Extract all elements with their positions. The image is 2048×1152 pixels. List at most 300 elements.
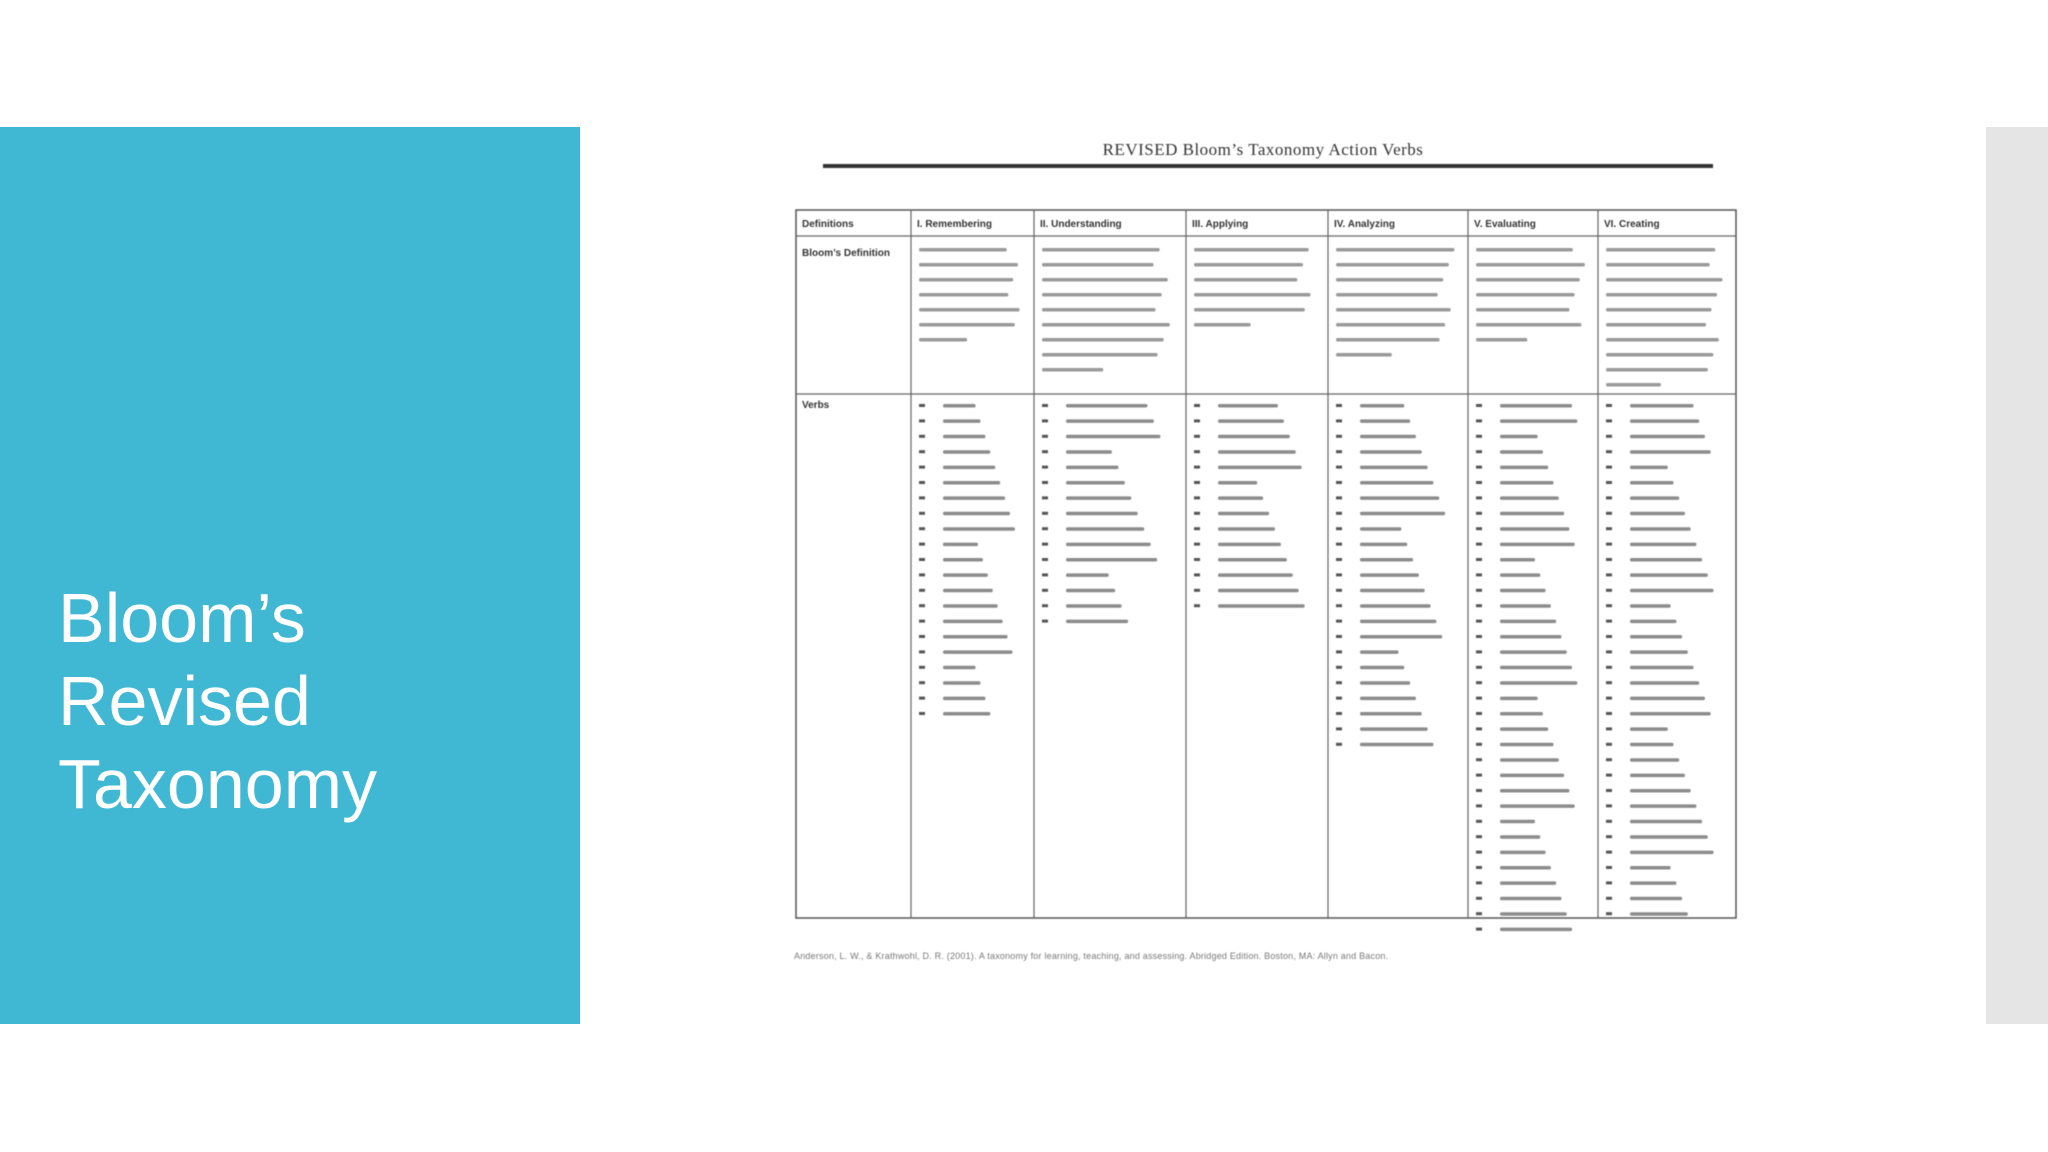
verb-entry-5-8 <box>1630 527 1691 531</box>
verb-bullet-3-4 <box>1336 466 1342 469</box>
definition-line-2-1 <box>1194 263 1303 267</box>
definition-line-5-9 <box>1606 383 1661 387</box>
verb-bullet-2-7 <box>1194 512 1200 515</box>
verb-bullet-5-2 <box>1606 435 1612 438</box>
verb-entry-3-12 <box>1360 589 1425 593</box>
verb-entry-2-8 <box>1218 527 1275 531</box>
verb-entry-4-6 <box>1500 496 1559 500</box>
verb-bullet-0-12 <box>919 589 925 592</box>
verb-bullet-2-12 <box>1194 589 1200 592</box>
verb-entry-3-22 <box>1360 743 1433 747</box>
verb-bullet-0-14 <box>919 620 925 623</box>
verb-entry-4-31 <box>1500 881 1556 885</box>
document-citation: Anderson, L. W., & Krathwohl, D. R. (2001). A taxonomy for learning, teaching, and assessing. Abridged Edition. Boston, MA: Allyn and Bacon. <box>794 951 1389 961</box>
definition-line-3-3 <box>1336 293 1438 297</box>
verb-bullet-3-13 <box>1336 604 1342 607</box>
verb-bullet-3-15 <box>1336 635 1342 638</box>
verb-bullet-4-4 <box>1476 466 1482 469</box>
verb-entry-0-6 <box>943 496 1005 500</box>
verb-entry-4-23 <box>1500 758 1559 762</box>
verb-entry-1-14 <box>1066 620 1128 624</box>
verb-entry-5-28 <box>1630 835 1708 839</box>
verb-bullet-3-14 <box>1336 620 1342 623</box>
verb-entry-5-2 <box>1630 435 1705 439</box>
verb-bullet-1-13 <box>1042 604 1048 607</box>
verb-bullet-3-10 <box>1336 558 1342 561</box>
verb-bullet-0-10 <box>919 558 925 561</box>
column-header-2: II. Understanding <box>1040 219 1122 230</box>
definition-line-3-7 <box>1336 353 1392 357</box>
verb-bullet-1-5 <box>1042 481 1048 484</box>
definition-line-4-1 <box>1476 263 1585 267</box>
verb-entry-1-7 <box>1066 512 1138 516</box>
verb-bullet-3-19 <box>1336 697 1342 700</box>
definition-line-4-6 <box>1476 338 1527 342</box>
verb-entry-5-14 <box>1630 620 1676 624</box>
verb-entry-0-13 <box>943 604 998 608</box>
verb-entry-5-29 <box>1630 851 1714 855</box>
definition-line-3-1 <box>1336 263 1449 267</box>
verb-entry-3-6 <box>1360 496 1439 500</box>
verb-entry-5-3 <box>1630 450 1711 454</box>
verb-bullet-0-13 <box>919 604 925 607</box>
verb-bullet-0-0 <box>919 404 925 407</box>
verb-entry-3-16 <box>1360 650 1399 654</box>
verb-entry-3-14 <box>1360 620 1436 624</box>
verbs-table <box>788 132 1738 972</box>
definition-line-1-0 <box>1042 248 1160 252</box>
definition-line-5-0 <box>1606 248 1715 252</box>
verb-bullet-2-2 <box>1194 435 1200 438</box>
table-border <box>796 210 1736 918</box>
verb-bullet-5-10 <box>1606 558 1612 561</box>
verb-entry-2-5 <box>1218 481 1257 485</box>
verb-bullet-5-11 <box>1606 573 1612 576</box>
verb-entry-1-12 <box>1066 589 1115 593</box>
verb-bullet-5-21 <box>1606 727 1612 730</box>
verb-entry-3-3 <box>1360 450 1422 454</box>
verb-entry-0-5 <box>943 481 1000 485</box>
verb-bullet-2-1 <box>1194 419 1200 422</box>
verb-bullet-1-7 <box>1042 512 1048 515</box>
verb-bullet-0-20 <box>919 712 925 715</box>
verb-bullet-0-18 <box>919 681 925 684</box>
verb-entry-3-11 <box>1360 573 1419 577</box>
verb-bullet-2-10 <box>1194 558 1200 561</box>
definition-line-0-4 <box>919 308 1020 312</box>
verb-entry-5-25 <box>1630 789 1691 793</box>
verb-bullet-0-15 <box>919 635 925 638</box>
definition-line-0-2 <box>919 278 1013 282</box>
definition-line-4-5 <box>1476 323 1581 327</box>
verb-entry-4-11 <box>1500 573 1540 577</box>
verb-bullet-4-3 <box>1476 450 1482 453</box>
slide-title-line-1: Bloom’s <box>58 579 306 657</box>
verb-entry-0-18 <box>943 681 980 685</box>
verb-entry-4-9 <box>1500 543 1575 547</box>
verb-bullet-3-8 <box>1336 527 1342 530</box>
verb-entry-1-5 <box>1066 481 1125 485</box>
verb-bullet-4-8 <box>1476 527 1482 530</box>
verb-entry-3-18 <box>1360 681 1410 685</box>
verb-entry-1-11 <box>1066 573 1109 577</box>
verb-bullet-4-27 <box>1476 820 1482 823</box>
verb-bullet-1-10 <box>1042 558 1048 561</box>
definition-line-0-1 <box>919 263 1018 267</box>
verb-bullet-2-13 <box>1194 604 1200 607</box>
definition-line-2-4 <box>1194 308 1305 312</box>
verb-entry-3-17 <box>1360 666 1404 670</box>
verb-entry-2-4 <box>1218 466 1302 470</box>
verb-bullet-5-9 <box>1606 543 1612 546</box>
column-header-0: Definitions <box>802 219 854 230</box>
verb-entry-4-32 <box>1500 897 1561 901</box>
verb-bullet-4-14 <box>1476 620 1482 623</box>
verb-entry-1-4 <box>1066 466 1118 470</box>
verb-entry-0-11 <box>943 573 988 577</box>
verb-bullet-4-26 <box>1476 804 1482 807</box>
definition-line-0-5 <box>919 323 1015 327</box>
verb-entry-4-13 <box>1500 604 1551 608</box>
verb-entry-5-30 <box>1630 866 1671 870</box>
verb-bullet-2-0 <box>1194 404 1200 407</box>
verb-entry-5-21 <box>1630 727 1668 731</box>
definition-line-4-0 <box>1476 248 1573 252</box>
definition-line-1-7 <box>1042 353 1158 357</box>
verb-entry-2-11 <box>1218 573 1293 577</box>
verb-bullet-3-5 <box>1336 481 1342 484</box>
verb-entry-0-12 <box>943 589 993 593</box>
verb-entry-0-10 <box>943 558 983 562</box>
verb-bullet-3-0 <box>1336 404 1342 407</box>
verb-entry-2-13 <box>1218 604 1305 608</box>
verb-bullet-2-8 <box>1194 527 1200 530</box>
verb-bullet-3-21 <box>1336 727 1342 730</box>
verb-bullet-5-33 <box>1606 912 1612 915</box>
taxonomy-document-image <box>788 132 1738 972</box>
definition-line-5-6 <box>1606 338 1719 342</box>
verb-entry-3-5 <box>1360 481 1433 485</box>
verb-entry-5-15 <box>1630 635 1682 639</box>
verb-entry-5-24 <box>1630 774 1685 778</box>
verb-entry-5-20 <box>1630 712 1711 716</box>
verb-bullet-1-0 <box>1042 404 1048 407</box>
verb-entry-0-4 <box>943 466 995 470</box>
column-header-4: IV. Analyzing <box>1334 219 1395 230</box>
definition-line-3-2 <box>1336 278 1443 282</box>
verb-bullet-4-10 <box>1476 558 1482 561</box>
verb-bullet-4-22 <box>1476 743 1482 746</box>
verb-bullet-1-12 <box>1042 589 1048 592</box>
verb-entry-3-15 <box>1360 635 1442 639</box>
verb-entry-4-28 <box>1500 835 1540 839</box>
verb-bullet-5-28 <box>1606 835 1612 838</box>
verb-bullet-2-3 <box>1194 450 1200 453</box>
verb-entry-5-5 <box>1630 481 1674 485</box>
definition-line-1-6 <box>1042 338 1164 342</box>
verb-bullet-4-29 <box>1476 851 1482 854</box>
verb-bullet-5-7 <box>1606 512 1612 515</box>
verb-bullet-5-15 <box>1606 635 1612 638</box>
definition-line-1-5 <box>1042 323 1170 327</box>
verb-entry-5-0 <box>1630 404 1694 408</box>
verb-entry-4-2 <box>1500 435 1538 439</box>
verb-bullet-5-12 <box>1606 589 1612 592</box>
verb-bullet-0-8 <box>919 527 925 530</box>
verb-bullet-5-8 <box>1606 527 1612 530</box>
verb-entry-4-19 <box>1500 697 1538 701</box>
verb-entry-3-1 <box>1360 419 1410 423</box>
verb-bullet-0-9 <box>919 543 925 546</box>
verb-entry-5-13 <box>1630 604 1671 608</box>
verb-entry-5-18 <box>1630 681 1699 685</box>
verb-entry-5-27 <box>1630 820 1702 824</box>
verb-bullet-3-7 <box>1336 512 1342 515</box>
verb-entry-3-7 <box>1360 512 1445 516</box>
verb-entry-3-4 <box>1360 466 1428 470</box>
verb-bullet-5-13 <box>1606 604 1612 607</box>
verb-bullet-0-6 <box>919 496 925 499</box>
verb-entry-2-9 <box>1218 543 1281 547</box>
verb-bullet-5-31 <box>1606 881 1612 884</box>
definition-line-5-8 <box>1606 368 1708 372</box>
verb-bullet-4-17 <box>1476 666 1482 669</box>
definition-line-4-3 <box>1476 293 1575 297</box>
verb-bullet-4-19 <box>1476 697 1482 700</box>
verb-entry-5-11 <box>1630 573 1708 577</box>
verb-bullet-0-16 <box>919 650 925 653</box>
verb-entry-4-0 <box>1500 404 1572 408</box>
verb-entry-3-9 <box>1360 543 1407 547</box>
verb-entry-1-10 <box>1066 558 1157 562</box>
verb-entry-4-30 <box>1500 866 1551 870</box>
verb-entry-4-16 <box>1500 650 1567 654</box>
verb-entry-0-14 <box>943 620 1003 624</box>
definition-line-2-3 <box>1194 293 1311 297</box>
verb-entry-0-9 <box>943 543 978 547</box>
verb-bullet-5-14 <box>1606 620 1612 623</box>
definition-line-2-0 <box>1194 248 1309 252</box>
verb-entry-4-18 <box>1500 681 1577 685</box>
verb-bullet-3-16 <box>1336 650 1342 653</box>
verb-entry-1-8 <box>1066 527 1144 531</box>
verb-entry-3-20 <box>1360 712 1422 716</box>
verb-bullet-4-5 <box>1476 481 1482 484</box>
verb-entry-5-33 <box>1630 912 1688 916</box>
verb-entry-5-16 <box>1630 650 1688 654</box>
verb-bullet-0-1 <box>919 419 925 422</box>
verb-bullet-5-32 <box>1606 897 1612 900</box>
verb-bullet-4-33 <box>1476 912 1482 915</box>
definition-line-3-4 <box>1336 308 1451 312</box>
verb-entry-4-10 <box>1500 558 1535 562</box>
verb-bullet-5-26 <box>1606 804 1612 807</box>
verb-entry-4-25 <box>1500 789 1569 793</box>
definition-line-1-1 <box>1042 263 1154 267</box>
verb-entry-0-20 <box>943 712 990 716</box>
verb-entry-5-7 <box>1630 512 1685 516</box>
verb-bullet-1-9 <box>1042 543 1048 546</box>
verb-bullet-4-23 <box>1476 758 1482 761</box>
verb-bullet-5-24 <box>1606 774 1612 777</box>
verb-bullet-5-18 <box>1606 681 1612 684</box>
definition-line-3-0 <box>1336 248 1454 252</box>
verb-bullet-4-7 <box>1476 512 1482 515</box>
verb-bullet-0-11 <box>919 573 925 576</box>
verb-bullet-1-4 <box>1042 466 1048 469</box>
definition-line-5-4 <box>1606 308 1712 312</box>
column-header-6: VI. Creating <box>1604 219 1660 230</box>
verb-bullet-2-4 <box>1194 466 1200 469</box>
verb-entry-3-8 <box>1360 527 1401 531</box>
verb-entry-0-16 <box>943 650 1012 654</box>
verb-bullet-1-11 <box>1042 573 1048 576</box>
verb-bullet-1-8 <box>1042 527 1048 530</box>
verb-bullet-0-7 <box>919 512 925 515</box>
definition-line-4-2 <box>1476 278 1580 282</box>
verb-entry-4-20 <box>1500 712 1543 716</box>
verb-bullet-5-3 <box>1606 450 1612 453</box>
verb-bullet-3-17 <box>1336 666 1342 669</box>
definition-line-2-2 <box>1194 278 1297 282</box>
document-heading: REVISED Bloom’s Taxonomy Action Verbs <box>1102 140 1424 159</box>
verb-bullet-3-3 <box>1336 450 1342 453</box>
verb-bullet-4-0 <box>1476 404 1482 407</box>
verb-entry-3-10 <box>1360 558 1413 562</box>
verb-entry-0-1 <box>943 419 980 423</box>
verb-entry-3-0 <box>1360 404 1404 408</box>
verb-bullet-5-30 <box>1606 866 1612 869</box>
verb-entry-4-24 <box>1500 774 1564 778</box>
verb-entry-1-1 <box>1066 419 1154 423</box>
verb-bullet-4-9 <box>1476 543 1482 546</box>
verb-bullet-4-13 <box>1476 604 1482 607</box>
verb-bullet-5-4 <box>1606 466 1612 469</box>
verb-entry-5-6 <box>1630 496 1679 500</box>
verb-bullet-4-11 <box>1476 573 1482 576</box>
verb-entry-2-12 <box>1218 589 1299 593</box>
verb-entry-4-5 <box>1500 481 1554 485</box>
verb-entry-4-22 <box>1500 743 1554 747</box>
definition-line-5-3 <box>1606 293 1717 297</box>
verb-entry-2-0 <box>1218 404 1278 408</box>
verb-bullet-3-2 <box>1336 435 1342 438</box>
verb-bullet-2-11 <box>1194 573 1200 576</box>
verb-bullet-5-16 <box>1606 650 1612 653</box>
definition-line-3-6 <box>1336 338 1440 342</box>
verb-entry-1-0 <box>1066 404 1147 408</box>
verb-entry-4-14 <box>1500 620 1556 624</box>
verb-bullet-5-23 <box>1606 758 1612 761</box>
verb-entry-1-6 <box>1066 496 1131 500</box>
verb-entry-5-4 <box>1630 466 1668 470</box>
verb-bullet-0-19 <box>919 697 925 700</box>
verb-bullet-5-27 <box>1606 820 1612 823</box>
verb-entry-0-8 <box>943 527 1015 531</box>
row-label-definition: Bloom’s Definition <box>802 248 890 259</box>
definition-line-1-2 <box>1042 278 1168 282</box>
column-header-1: I. Remembering <box>917 219 993 230</box>
definition-line-0-0 <box>919 248 1007 252</box>
verb-entry-5-19 <box>1630 697 1705 701</box>
verb-entry-3-13 <box>1360 604 1431 608</box>
verb-bullet-3-11 <box>1336 573 1342 576</box>
verb-bullet-5-20 <box>1606 712 1612 715</box>
verb-entry-0-15 <box>943 635 1008 639</box>
verb-bullet-1-3 <box>1042 450 1048 453</box>
verb-bullet-2-9 <box>1194 543 1200 546</box>
verb-bullet-4-6 <box>1476 496 1482 499</box>
verb-bullet-0-2 <box>919 435 925 438</box>
verb-bullet-3-9 <box>1336 543 1342 546</box>
verb-entry-4-27 <box>1500 820 1535 824</box>
verb-entry-1-9 <box>1066 543 1151 547</box>
verb-bullet-5-0 <box>1606 404 1612 407</box>
verb-entry-5-23 <box>1630 758 1679 762</box>
verb-bullet-4-21 <box>1476 727 1482 730</box>
verb-entry-5-26 <box>1630 804 1696 808</box>
verb-entry-0-2 <box>943 435 985 439</box>
verb-bullet-4-16 <box>1476 650 1482 653</box>
verb-entry-0-17 <box>943 666 976 670</box>
verb-entry-5-12 <box>1630 589 1714 593</box>
verb-bullet-0-17 <box>919 666 925 669</box>
verb-entry-3-2 <box>1360 435 1416 439</box>
verb-bullet-3-20 <box>1336 712 1342 715</box>
verb-entry-2-6 <box>1218 496 1263 500</box>
slide-title-line-3: Taxonomy <box>58 745 378 823</box>
verb-entry-2-1 <box>1218 419 1284 423</box>
verb-entry-5-31 <box>1630 881 1676 885</box>
verb-bullet-3-18 <box>1336 681 1342 684</box>
verb-bullet-0-3 <box>919 450 925 453</box>
verb-entry-4-7 <box>1500 512 1564 516</box>
verb-bullet-3-6 <box>1336 496 1342 499</box>
verb-bullet-5-1 <box>1606 419 1612 422</box>
column-header-3: III. Applying <box>1192 219 1249 230</box>
verb-bullet-4-15 <box>1476 635 1482 638</box>
verb-entry-4-12 <box>1500 589 1546 593</box>
definition-line-2-5 <box>1194 323 1251 327</box>
verb-entry-4-34 <box>1500 928 1572 932</box>
verb-entry-4-3 <box>1500 450 1543 454</box>
verb-entry-5-1 <box>1630 419 1699 423</box>
verb-entry-4-29 <box>1500 851 1546 855</box>
verb-bullet-4-20 <box>1476 712 1482 715</box>
verb-bullet-4-32 <box>1476 897 1482 900</box>
slide-title <box>58 577 558 826</box>
verb-entry-4-1 <box>1500 419 1577 423</box>
right-edge-strip <box>1986 127 2048 1024</box>
verb-bullet-1-2 <box>1042 435 1048 438</box>
verb-entry-1-2 <box>1066 435 1160 439</box>
verb-entry-0-3 <box>943 450 990 454</box>
definition-line-1-8 <box>1042 368 1103 372</box>
verb-bullet-4-25 <box>1476 789 1482 792</box>
verb-entry-4-8 <box>1500 527 1569 531</box>
definition-line-0-6 <box>919 338 967 342</box>
verb-bullet-5-6 <box>1606 496 1612 499</box>
verb-entry-0-19 <box>943 697 985 701</box>
verb-bullet-4-24 <box>1476 774 1482 777</box>
verb-entry-5-10 <box>1630 558 1702 562</box>
verb-bullet-5-29 <box>1606 851 1612 854</box>
column-header-5: V. Evaluating <box>1474 219 1536 230</box>
verb-bullet-4-12 <box>1476 589 1482 592</box>
verb-entry-2-3 <box>1218 450 1296 454</box>
verb-bullet-1-14 <box>1042 620 1048 623</box>
verb-entry-4-21 <box>1500 727 1548 731</box>
